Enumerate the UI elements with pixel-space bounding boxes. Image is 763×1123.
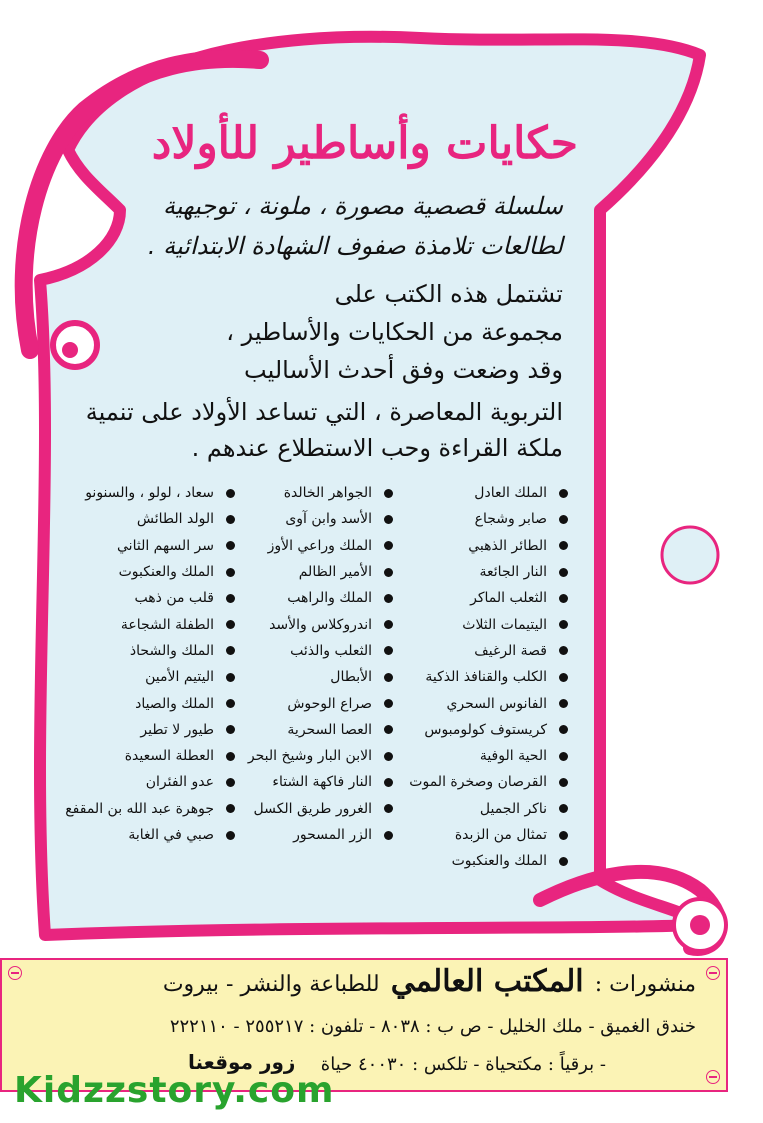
bullet-icon [559,620,568,629]
book-item: الولد الطائش [75,506,235,532]
book-list-column-2 [228,480,393,848]
body-line-3: وقد وضعت وفق أحدث الأساليب [244,356,563,384]
book-item: الزر المسحور [228,822,393,848]
book-item: الملك العادل [383,480,568,506]
bullet-icon [226,620,235,629]
book-item: الغرور طريق الكسل [228,796,393,822]
book-item: صراع الوحوش [228,690,393,716]
body-line-5: ملكة القراءة وحب الاستطلاع عندهم . [191,434,563,462]
bullet-icon [226,831,235,840]
book-item: سر السهم الثاني [75,533,235,559]
book-item: العطلة السعيدة [75,743,235,769]
book-item: الحية الوفية [383,743,568,769]
bullet-icon [226,594,235,603]
book-item: الثعلب الماكر [383,585,568,611]
book-item: الملك والعنكبوت [383,848,568,874]
book-item: قصة الرغيف [383,638,568,664]
book-item: اندروكلاس والأسد [228,611,393,637]
bullet-icon [226,725,235,734]
body-line-1: تشتمل هذه الكتب على [334,280,563,308]
book-item: العصا السحرية [228,717,393,743]
bullet-icon [559,752,568,761]
publisher-label: منشورات : [594,972,696,997]
bullet-icon [226,568,235,577]
series-title: حكايات وأساطير للأولاد [151,118,578,169]
bullet-icon [559,673,568,682]
book-item: الملك والعنكبوت [75,559,235,585]
book-item: النار الجائعة [383,559,568,585]
book-item: الأبطال [228,664,393,690]
screw-icon [706,966,720,980]
bullet-icon [384,515,393,524]
intro-line-2: لطالعات تلامذة صفوف الشهادة الابتدائية . [147,232,563,260]
watermark-arabic: زور موقعنا [188,1050,296,1074]
book-item: الطفلة الشجاعة [75,611,235,637]
book-item: الملك والراهب [228,585,393,611]
bullet-icon [559,804,568,813]
book-item: كريستوف كولومبوس [383,717,568,743]
bullet-icon [559,515,568,524]
bullet-icon [384,541,393,550]
book-item: صبي في الغابة [75,822,235,848]
book-item: الملك والشحاذ [75,638,235,664]
bullet-icon [559,699,568,708]
watermark-site[interactable]: Kidzzstory.com [14,1070,335,1111]
book-item: اليتيمات الثلاث [383,611,568,637]
bullet-icon [559,489,568,498]
body-line-4: التربوية المعاصرة ، التي تساعد الأولاد على تنمية [85,398,563,426]
book-list-column-3 [65,480,235,848]
book-item: تمثال من الزبدة [383,822,568,848]
publisher-name: المكتب العالمي [390,964,584,999]
screw-icon [8,966,22,980]
book-item: سعاد ، لولو ، والسنونو [75,480,235,506]
book-item: القرصان وصخرة الموت [383,769,568,795]
bullet-icon [384,699,393,708]
bullet-icon [384,489,393,498]
book-item: الأمير الظالم [228,559,393,585]
bullet-icon [559,857,568,866]
bullet-icon [559,831,568,840]
publisher-line [163,964,696,999]
bullet-icon [226,646,235,655]
publisher-tagline: للطباعة والنشر - بيروت [162,972,380,997]
book-item: النار فاكهة الشتاء [228,769,393,795]
bullet-icon [384,804,393,813]
bullet-icon [559,778,568,787]
book-item: جوهرة عبد الله بن المقفع [75,796,235,822]
book-item: الكلب والقنافذ الذكية [383,664,568,690]
bullet-icon [384,673,393,682]
bullet-icon [559,541,568,550]
book-item: الأسد وابن آوى [228,506,393,532]
bullet-icon [226,752,235,761]
book-item: الملك والصياد [75,690,235,716]
book-item: ناكر الجميل [383,796,568,822]
book-item: الملك وراعي الأوز [228,533,393,559]
book-list-column-1 [383,480,568,874]
screw-icon [706,1070,720,1084]
bullet-icon [384,568,393,577]
bullet-icon [226,489,235,498]
book-item: اليتيم الأمين [75,664,235,690]
book-item: الفانوس السحري [383,690,568,716]
body-line-2: مجموعة من الحكايات والأساطير ، [226,318,563,346]
scroll-knob-right [662,527,718,583]
book-item: قلب من ذهب [75,585,235,611]
bullet-icon [559,594,568,603]
bullet-icon [384,594,393,603]
book-item: الطائر الذهبي [383,533,568,559]
bullet-icon [226,515,235,524]
bullet-icon [226,541,235,550]
bullet-icon [226,804,235,813]
book-item: الثعلب والذئب [228,638,393,664]
bullet-icon [384,646,393,655]
book-item: صابر وشجاع [383,506,568,532]
bullet-icon [384,831,393,840]
intro-line-1: سلسلة قصصية مصورة ، ملونة ، توجيهية [162,192,563,220]
bullet-icon [559,568,568,577]
book-item: الجواهر الخالدة [228,480,393,506]
bullet-icon [384,725,393,734]
publisher-address: خندق الغميق - ملك الخليل - ص ب : ٨٠٣٨ - تلفون : ٢٥٥٢١٧ - ٢٢٢١١٠ [169,1016,696,1037]
bullet-icon [226,699,235,708]
bullet-icon [226,673,235,682]
bullet-icon [384,620,393,629]
bullet-icon [559,725,568,734]
bullet-icon [384,778,393,787]
publisher-telegraph: - برقياً : مكتحياة - تلكس : ٤٠٠٣٠ حياة [320,1054,606,1075]
book-item: طيور لا تطير [75,717,235,743]
book-item: عدو الفئران [75,769,235,795]
bullet-icon [384,752,393,761]
book-item: الابن البار وشيخ البحر [228,743,393,769]
bullet-icon [559,646,568,655]
bullet-icon [226,778,235,787]
